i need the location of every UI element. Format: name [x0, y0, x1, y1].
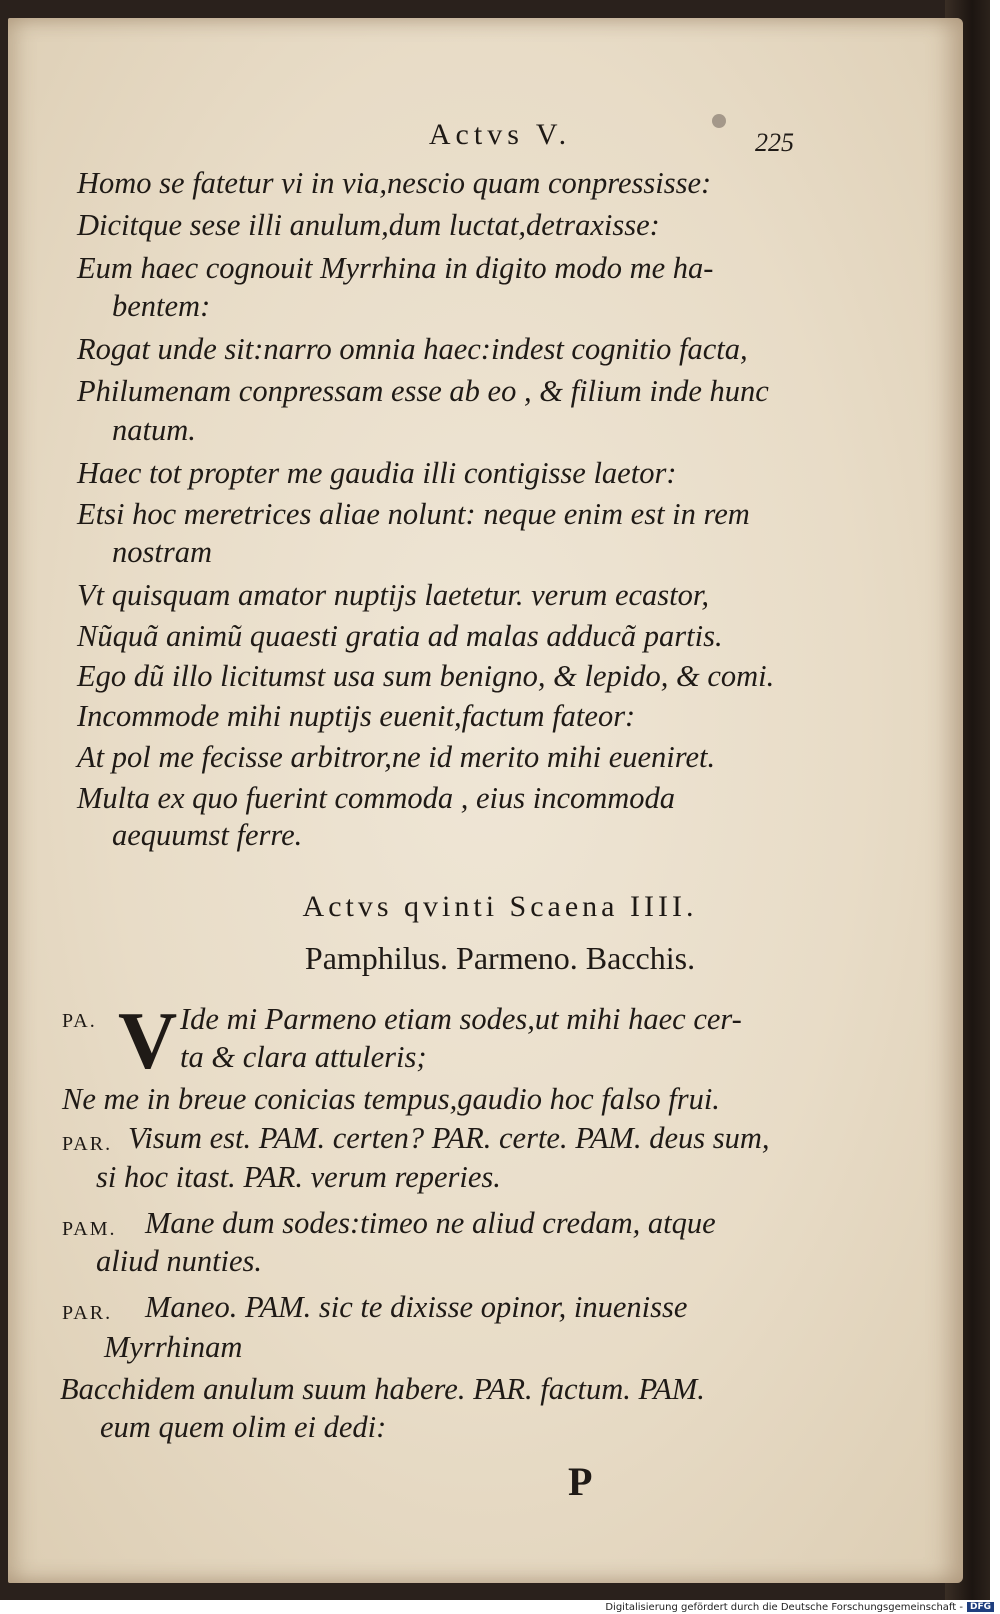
dialogue-line: Ne me in breue conicias tempus,gaudio hoc falso frui.: [62, 1082, 720, 1116]
credit-text: Digitalisierung gefördert durch die Deutsche Forschungsgemeinschaft -: [605, 1601, 963, 1613]
dialogue-line: [62, 1208, 117, 1246]
ink-spot: [712, 114, 726, 128]
dialogue-line: [62, 1292, 112, 1330]
page-number: 225: [755, 128, 794, 157]
dialogue-line: si hoc itast. PAR. verum reperies.: [96, 1160, 501, 1194]
verse-line: Rogat unde sit:narro omnia haec:indest cognitio facta,: [77, 332, 748, 366]
verse-line: Eum haec cognouit Myrrhina in digito modo me ha-: [77, 251, 714, 285]
verse-line: Homo se fatetur vi in via,nescio quam conpressisse:: [77, 166, 712, 200]
verse-line: natum.: [112, 413, 196, 447]
drop-cap: V: [118, 995, 178, 1086]
speaker-label: PA.: [62, 1010, 97, 1032]
speaker-label: PAM.: [62, 1218, 117, 1240]
dialogue-line: Ide mi Parmeno etiam sodes,ut mihi haec cer-: [180, 1002, 742, 1036]
dialogue-line: Visum est. PAM. certen? PAR. certe. PAM. deus sum,: [128, 1121, 770, 1155]
verse-line: bentem:: [112, 289, 211, 323]
verse-line: Vt quisquam amator nuptijs laetetur. verum ecastor,: [77, 578, 709, 612]
verse-line: Dicitque sese illi anulum,dum luctat,detraxisse:: [77, 208, 660, 242]
dialogue-line: Bacchidem anulum suum habere. PAR. factum. PAM.: [60, 1372, 705, 1406]
verse-line: nostram: [112, 535, 212, 569]
verse-line: Incommode mihi nuptijs euenit,factum fateor:: [77, 699, 636, 733]
dialogue-line: [62, 1000, 97, 1038]
verse-line: Philumenam conpressam esse ab eo , & filium inde hunc: [77, 374, 769, 408]
dialogue-line: ta & clara attuleris;: [180, 1040, 427, 1074]
dialogue-line: aliud nunties.: [96, 1244, 263, 1278]
scene-persons: Pamphilus. Parmeno. Bacchis.: [304, 940, 696, 976]
verse-line: Etsi hoc meretrices aliae nolunt: neque enim est in rem: [77, 497, 750, 531]
dialogue-line: [62, 1123, 112, 1161]
verse-line: Multa ex quo fuerint commoda , eius incommoda: [77, 781, 676, 815]
dialogue-line: Mane dum sodes:timeo ne aliud credam, atque: [145, 1206, 716, 1240]
signature-mark: P: [568, 1459, 593, 1504]
verse-line: aequumst ferre.: [112, 818, 303, 852]
verse-line: Haec tot propter me gaudia illi contigisse laetor:: [77, 456, 677, 490]
verse-line: At pol me fecisse arbitror,ne id merito mihi eueniret.: [77, 740, 716, 774]
dialogue-line: Myrrhinam: [104, 1330, 243, 1364]
scene-heading: Actvs qvinti Scaena IIII.: [302, 890, 698, 923]
dialogue-line: Maneo. PAM. sic te dixisse opinor, inuenisse: [145, 1290, 688, 1324]
dfg-logo: DFG: [967, 1602, 994, 1612]
verse-line: Nũquã animũ quaesti gratia ad malas adducã partis.: [77, 619, 723, 653]
footer-credit: [605, 1600, 994, 1614]
speaker-label: PAR.: [62, 1133, 113, 1155]
running-head: Actvs V.: [428, 118, 572, 151]
dialogue-line: eum quem olim ei dedi:: [100, 1410, 387, 1444]
speaker-label: PAR.: [62, 1302, 113, 1324]
verse-line: Ego dũ illo licitumst usa sum benigno, & lepido, & comi.: [77, 659, 775, 693]
